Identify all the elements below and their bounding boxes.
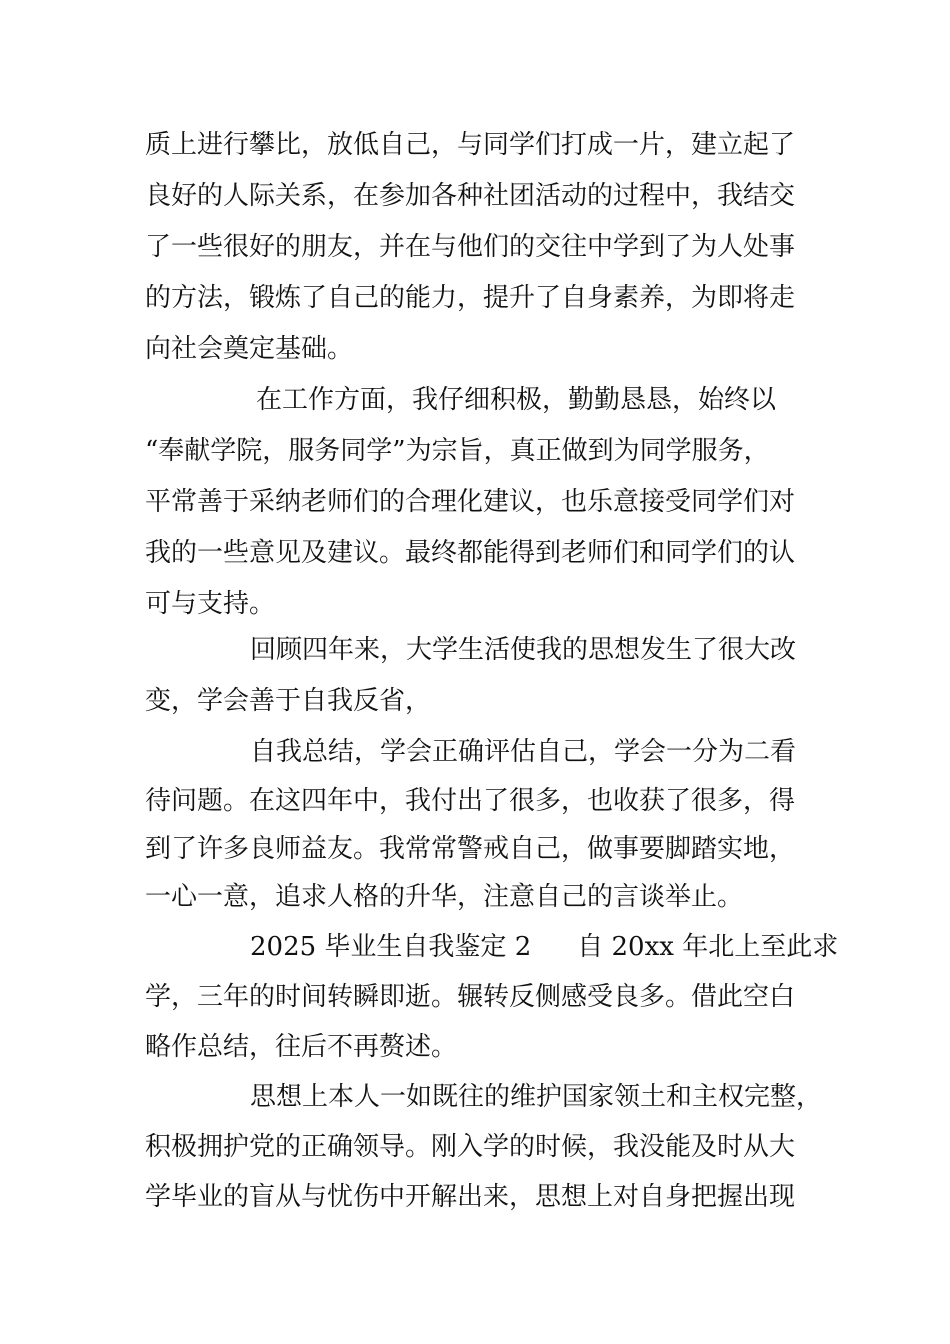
- text-line: 一心一意，追求人格的升华，注意自己的言谈举止。: [145, 882, 744, 912]
- text-line: 向社会奠定基础。: [145, 334, 354, 364]
- text-line: 待问题。在这四年中，我付出了很多，也收获了很多，得: [145, 786, 796, 816]
- text-line: 自我总结，学会正确评估自己，学会一分为二看: [250, 737, 797, 767]
- text-line: 质上进行攀比，放低自己，与同学们打成一片，建立起了: [145, 130, 796, 160]
- section-heading: 2025 毕业生自我鉴定 2: [250, 932, 532, 962]
- text-line: 学毕业的盲从与忧伤中开解出来，思想上对自身把握出现: [145, 1182, 796, 1212]
- text-line: 我的一些意见及建议。最终都能得到老师们和同学们的认: [145, 538, 796, 568]
- text-line: 积极拥护党的正确领导。刚入学的时候，我没能及时从大: [145, 1132, 796, 1162]
- text-line: 略作总结，往后不再赘述。: [145, 1032, 458, 1062]
- text-line: 的方法，锻炼了自己的能力，提升了自身素养，为即将走: [145, 283, 796, 313]
- text-line: 思想上本人一如既往的维护国家领土和主权完整，: [250, 1082, 823, 1112]
- text-line: 变，学会善于自我反省，: [145, 686, 432, 716]
- text-line: 学，三年的时间转瞬即逝。辗转反侧感受良多。借此空白: [145, 982, 796, 1012]
- text-line: 回顾四年来，大学生活使我的思想发生了很大改: [250, 635, 797, 665]
- text-line: 良好的人际关系，在参加各种社团活动的过程中，我结交: [145, 181, 796, 211]
- section-heading-line: [250, 930, 838, 964]
- text-line: 在工作方面，我仔细积极，勤勤恳恳，始终以: [256, 385, 777, 415]
- text-line: 了一些很好的朋友，并在与他们的交往中学到了为人处事: [145, 232, 796, 262]
- text-line: 到了许多良师益友。我常常警戒自己，做事要脚踏实地，: [145, 834, 796, 864]
- text-line: 自 20xx 年北上至此求: [577, 932, 839, 962]
- text-line: 平常善于采纳老师们的合理化建议，也乐意接受同学们对: [145, 487, 796, 517]
- text-line: 可与支持。: [145, 589, 276, 619]
- text-line: “奉献学院，服务同学”为宗旨，真正做到为同学服务，: [145, 436, 770, 466]
